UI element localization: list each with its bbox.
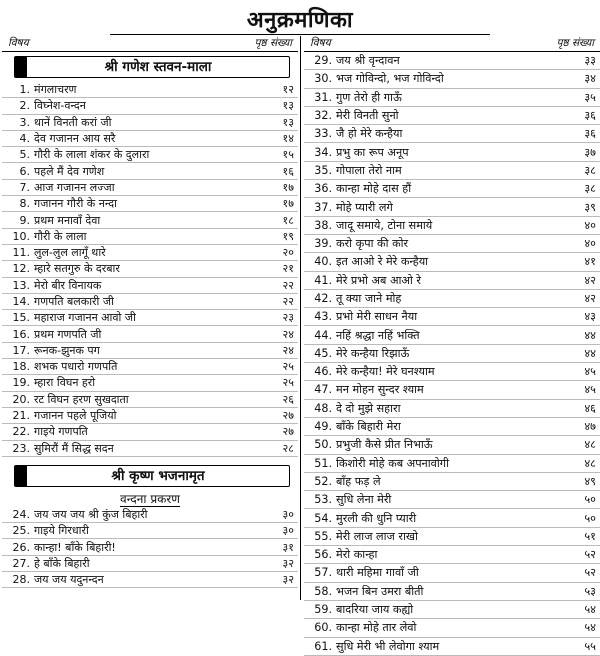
entry-page: २२ <box>282 295 294 308</box>
entry-number: 12. <box>12 262 30 276</box>
entry-number: 30. <box>314 72 332 86</box>
krishna-entries-right <box>304 52 600 656</box>
index-entry <box>2 147 298 163</box>
entry-title: रट विघन हरण सुखदाता <box>34 392 129 406</box>
entry-page: १५ <box>282 148 294 162</box>
entry-number: 53. <box>314 493 332 507</box>
entry-title: तू क्या जाने मोह <box>336 292 402 305</box>
index-entry <box>2 375 298 391</box>
entry-number: 33. <box>314 127 332 141</box>
entry-title: गुण तेरो ही गाऊँ <box>336 90 402 104</box>
ganesh-entries <box>2 82 298 457</box>
sub-section-title: वन्दना प्रकरण <box>120 491 180 506</box>
index-entry <box>304 619 600 637</box>
entry-page: ३८ <box>584 163 596 177</box>
entry-number: 4. <box>19 132 30 146</box>
index-entry <box>2 196 298 212</box>
entry-page: ४२ <box>584 273 596 287</box>
entry-title: देव गजानन आय सरै <box>34 132 116 146</box>
entry-page: ५२ <box>584 566 596 580</box>
index-entry <box>2 98 298 114</box>
entry-number: 13. <box>12 278 30 292</box>
index-entry <box>2 261 298 277</box>
entry-title: इत आओ रे मेरे कन्हैया <box>336 255 429 269</box>
entry-page: ३० <box>282 524 294 538</box>
entry-title: बाँह फड़ ले <box>336 474 381 488</box>
index-entry <box>304 125 600 143</box>
entry-title: आज गजानन लज्जा <box>34 180 115 194</box>
krishna-entries-left <box>2 507 298 588</box>
index-entry <box>2 343 298 359</box>
index-entry <box>2 539 298 555</box>
entry-page: ५३ <box>584 584 596 598</box>
section-banner-ganesh <box>14 56 290 78</box>
entry-title: बादरिया जाय कह्यो <box>336 603 414 617</box>
entry-page: ३२ <box>282 573 294 587</box>
index-entry <box>2 523 298 539</box>
entry-title: सुमिरौं मैं सिद्ध सदन <box>34 441 114 455</box>
index-entry <box>2 507 298 523</box>
index-entry <box>304 638 600 656</box>
column-divider <box>300 36 301 600</box>
banner-lead-mark <box>15 57 27 77</box>
entry-title: भजन बिन उमरा बीती <box>336 584 424 598</box>
entry-page: १९ <box>282 229 294 243</box>
index-entry <box>2 392 298 408</box>
entry-title: मेरो कान्हा <box>336 548 378 562</box>
index-entry <box>304 345 600 363</box>
index-entry <box>2 408 298 424</box>
index-entry <box>304 70 600 88</box>
index-entry <box>2 229 298 245</box>
index-entry <box>304 217 600 235</box>
index-entry <box>304 509 600 527</box>
entry-title: दे दो मुझे सहारा <box>336 401 401 415</box>
entry-number: 59. <box>314 603 332 617</box>
entry-page: ४४ <box>584 346 596 360</box>
entry-number: 11. <box>12 246 30 260</box>
entry-number: 23. <box>12 441 30 455</box>
index-entry <box>304 290 600 308</box>
entry-number: 5. <box>19 148 30 162</box>
page-title: अनुक्रमणिका <box>246 8 354 33</box>
entry-page: २४ <box>282 343 294 357</box>
entry-title: थानें विनती करां जी <box>34 115 112 129</box>
entry-number: 16. <box>12 327 30 341</box>
entry-page: ५२ <box>584 548 596 562</box>
entry-page: १७ <box>282 180 294 194</box>
entry-number: 10. <box>12 229 30 243</box>
entry-number: 34. <box>314 145 332 159</box>
entry-title: मुरली की धुनि प्यारी <box>336 511 417 525</box>
banner-lead-mark <box>15 466 27 486</box>
entry-page: ३४ <box>584 72 596 86</box>
entry-page: २० <box>282 246 294 260</box>
title-underline <box>110 34 490 35</box>
entry-number: 52. <box>314 474 332 488</box>
entry-title: कान्हा! बाँके बिहारी! <box>34 540 116 554</box>
entry-number: 18. <box>12 360 30 374</box>
entry-title: मन मोहन सुन्दर श्याम <box>336 383 424 397</box>
index-entry <box>304 436 600 454</box>
index-entry <box>2 82 298 98</box>
entry-page: ५४ <box>584 621 596 635</box>
entry-title: पहले मैं देव गणेश <box>34 164 105 178</box>
index-entry <box>2 294 298 310</box>
entry-title: मेरी विनती सुनो <box>336 109 399 123</box>
entry-number: 1. <box>19 83 30 97</box>
subject-heading: विषय <box>310 37 331 49</box>
index-entry <box>2 278 298 294</box>
subject-heading: विषय <box>8 37 29 49</box>
banner-title: श्री गणेश स्तवन-माला <box>104 59 212 75</box>
index-entry <box>304 473 600 491</box>
index-entry <box>2 245 298 261</box>
left-column <box>2 36 298 588</box>
entry-page: ३३ <box>584 54 596 68</box>
entry-title: मेरो बीर विनायक <box>34 278 102 292</box>
entry-title: गजानन पहले पूजियो <box>34 409 117 423</box>
entry-number: 45. <box>314 346 332 360</box>
entry-page: १६ <box>282 164 294 178</box>
entry-page: ३८ <box>584 182 596 196</box>
index-entry <box>2 556 298 572</box>
entry-page: ४७ <box>584 420 596 434</box>
entry-page: ४८ <box>584 456 596 470</box>
entry-page: ४५ <box>584 383 596 397</box>
entry-title: मेरे कन्हैया! मेरे घनश्याम <box>336 365 435 379</box>
entry-page: ३२ <box>282 556 294 570</box>
entry-page: ४८ <box>584 438 596 452</box>
entry-number: 61. <box>314 639 332 653</box>
entry-page: ५४ <box>584 603 596 617</box>
entry-title: किशोरी मोहे कब अपनावोगी <box>336 456 449 470</box>
entry-page: २२ <box>282 278 294 292</box>
index-entry <box>304 601 600 619</box>
entry-title: मेरे कन्हैया रिझाऊँ <box>336 346 410 360</box>
index-entry <box>304 400 600 418</box>
entry-number: 38. <box>314 218 332 232</box>
entry-title: प्रथम मनावाँ देवा <box>34 213 101 227</box>
entry-number: 17. <box>12 343 30 357</box>
entry-number: 2. <box>19 99 30 113</box>
entry-page: १४ <box>282 132 294 146</box>
entry-page: २८ <box>282 441 294 455</box>
entry-title: हे बाँके बिहारी <box>34 556 90 570</box>
entry-title: गाइये गिरधारी <box>34 524 89 538</box>
index-entry <box>2 310 298 326</box>
entry-title: गाइये गणपति <box>34 425 88 439</box>
entry-page: २७ <box>282 409 294 423</box>
entry-title: प्रथम गणपति जी <box>34 327 102 341</box>
entry-title: जादू समाये, टोना समाये <box>336 218 433 232</box>
entry-number: 15. <box>12 311 30 325</box>
index-entry <box>304 89 600 107</box>
entry-page: ४५ <box>584 365 596 379</box>
index-entry <box>2 180 298 196</box>
entry-page: ३६ <box>584 127 596 141</box>
entry-page: ४० <box>584 218 596 232</box>
entry-title: थारी महिमा गावाँ जी <box>336 566 419 580</box>
entry-title: मेरे प्रभो अब आओ रे <box>336 273 422 287</box>
entry-title: नहिं श्रद्धा नहिं भक्ति <box>336 328 420 342</box>
entry-number: 20. <box>12 392 30 406</box>
entry-page: १३ <box>282 115 294 129</box>
page-number-heading: पृष्ठ संख्या <box>254 37 292 49</box>
entry-page: १८ <box>282 213 294 227</box>
entry-page: ३६ <box>584 109 596 123</box>
index-entry <box>304 308 600 326</box>
entry-number: 27. <box>12 556 30 570</box>
index-entry <box>2 163 298 179</box>
index-entry <box>304 253 600 271</box>
index-entry <box>304 564 600 582</box>
entry-number: 14. <box>12 295 30 308</box>
entry-number: 41. <box>314 273 332 287</box>
entry-number: 58. <box>314 584 332 598</box>
index-entry <box>304 455 600 473</box>
entry-page: ५१ <box>584 529 596 543</box>
entry-number: 22. <box>12 425 30 439</box>
entry-title: प्रभुजी कैसे प्रीत निभाऊँ <box>336 438 433 452</box>
banner-title: श्री कृष्ण भजनामृत <box>111 467 205 484</box>
index-entry <box>2 359 298 375</box>
entry-page: २५ <box>282 376 294 390</box>
entry-number: 39. <box>314 237 332 251</box>
section-banner-krishna <box>14 465 290 487</box>
entry-title: गौरी के लाला <box>34 229 87 243</box>
entry-number: 19. <box>12 376 30 390</box>
index-entry <box>304 528 600 546</box>
entry-number: 31. <box>314 90 332 104</box>
entry-title: शभक पधारो गणपति <box>34 360 118 374</box>
entry-number: 3. <box>19 115 30 129</box>
entry-title: महाराज गजानन आवो जी <box>34 311 136 325</box>
index-entry <box>304 180 600 198</box>
entry-title: विघ्नेश-वन्दन <box>34 99 86 113</box>
entry-title: जय जय जय श्री कुंज बिहारी <box>34 507 148 521</box>
entry-number: 47. <box>314 383 332 397</box>
entry-title: गजानन गौरी के नन्दा <box>34 197 117 211</box>
entry-title: भज गोविन्दो, भज गोविन्दो <box>336 72 444 86</box>
entry-page: ३५ <box>584 90 596 104</box>
entry-page: २७ <box>282 425 294 439</box>
entry-number: 25. <box>12 524 30 538</box>
entry-page: ५५ <box>584 639 596 653</box>
entry-title: गणपति बलकारी जी <box>34 295 114 308</box>
entry-page: ३० <box>282 507 294 521</box>
entry-title: जय जय यदुनन्दन <box>34 573 104 587</box>
entry-number: 42. <box>314 292 332 305</box>
entry-page: २३ <box>282 311 294 325</box>
index-entry <box>2 424 298 440</box>
index-entry <box>2 441 298 457</box>
entry-number: 24. <box>12 507 30 521</box>
index-entry <box>304 583 600 601</box>
entry-number: 56. <box>314 548 332 562</box>
entry-title: कान्हा मोहे तार लेवो <box>336 621 417 635</box>
index-entry <box>304 235 600 253</box>
entry-page: ४६ <box>584 401 596 415</box>
right-column-header <box>304 36 600 52</box>
entry-number: 9. <box>19 213 30 227</box>
right-column <box>304 36 600 656</box>
entry-page: ४० <box>584 237 596 251</box>
entry-number: 57. <box>314 566 332 580</box>
entry-number: 37. <box>314 200 332 214</box>
entry-title: सुधि लेना मेरी <box>336 493 392 507</box>
index-entry <box>2 131 298 147</box>
entry-page: १७ <box>282 197 294 211</box>
page-number-heading: पृष्ठ संख्या <box>556 37 594 49</box>
sub-section-heading <box>2 491 298 507</box>
entry-number: 36. <box>314 182 332 196</box>
entry-number: 21. <box>12 409 30 423</box>
entry-page: ५० <box>584 493 596 507</box>
index-entry <box>304 418 600 436</box>
entry-number: 7. <box>19 180 30 194</box>
entry-title: मोहे प्यारी लगे <box>336 200 393 214</box>
entry-number: 54. <box>314 511 332 525</box>
entry-title: जै हो मेरे कन्हैया <box>336 127 403 141</box>
entry-title: मेरी लाज लाज राखो <box>336 529 418 543</box>
entry-title: गौरी के लाला शंकर के दुलारा <box>34 148 150 162</box>
entry-title: रूनक-झुनक पग <box>34 343 100 357</box>
index-entry <box>304 272 600 290</box>
entry-number: 28. <box>12 573 30 587</box>
entry-title: मंगलाचरण <box>34 83 77 97</box>
index-entry <box>304 326 600 344</box>
entry-title: करो कृपा की कोर <box>336 237 409 251</box>
entry-title: गोपाला तेरो नाम <box>336 163 402 177</box>
entry-page: ४२ <box>584 292 596 305</box>
index-entry <box>304 546 600 564</box>
entry-number: 50. <box>314 438 332 452</box>
index-entry <box>304 198 600 216</box>
entry-number: 29. <box>314 54 332 68</box>
entry-page: १३ <box>282 99 294 113</box>
entry-page: ४९ <box>584 474 596 488</box>
entry-page: ४४ <box>584 328 596 342</box>
entry-number: 46. <box>314 365 332 379</box>
entry-number: 35. <box>314 163 332 177</box>
entry-page: ४१ <box>584 255 596 269</box>
entry-title: बाँके बिहारी मेरा <box>336 420 401 434</box>
entry-number: 55. <box>314 529 332 543</box>
entry-number: 40. <box>314 255 332 269</box>
entry-page: ४३ <box>584 310 596 324</box>
index-entry <box>2 572 298 588</box>
entry-page: २१ <box>282 262 294 276</box>
index-entry <box>304 491 600 509</box>
entry-number: 60. <box>314 621 332 635</box>
entry-page: ३१ <box>282 540 294 554</box>
entry-number: 6. <box>19 164 30 178</box>
index-entry <box>304 381 600 399</box>
index-entry <box>2 326 298 342</box>
entry-number: 32. <box>314 109 332 123</box>
entry-number: 8. <box>19 197 30 211</box>
index-entry <box>304 162 600 180</box>
entry-page: १२ <box>282 83 294 97</box>
entry-page: ३९ <box>584 200 596 214</box>
entry-number: 49. <box>314 420 332 434</box>
index-entry <box>2 115 298 131</box>
entry-number: 51. <box>314 456 332 470</box>
entry-title: लुल-लुल लागूँ थारे <box>34 246 106 260</box>
entry-number: 44. <box>314 328 332 342</box>
entry-title: प्रभु का रूप अनूप <box>336 145 409 159</box>
entry-number: 48. <box>314 401 332 415</box>
index-entry <box>304 363 600 381</box>
entry-number: 43. <box>314 310 332 324</box>
entry-title: सुधि मेरी भी लेवोगा श्याम <box>336 639 440 653</box>
entry-title: प्रभो मेरी साधन नैया <box>336 310 418 324</box>
entry-title: म्हारे सतगुरु के दरबार <box>34 262 120 276</box>
entry-page: ३७ <box>584 145 596 159</box>
entry-title: म्हारा विघन हरो <box>34 376 96 390</box>
entry-page: २४ <box>282 327 294 341</box>
index-entry <box>2 212 298 228</box>
left-column-header <box>2 36 298 52</box>
entry-title: जय श्री वृन्दावन <box>336 54 400 68</box>
entry-title: कान्हा मोहे दास हौं <box>336 182 412 196</box>
entry-page: २६ <box>282 392 294 406</box>
entry-page: ५० <box>584 511 596 525</box>
entry-number: 26. <box>12 540 30 554</box>
index-entry <box>304 107 600 125</box>
index-entry <box>304 143 600 161</box>
entry-page: २५ <box>282 360 294 374</box>
index-entry <box>304 52 600 70</box>
